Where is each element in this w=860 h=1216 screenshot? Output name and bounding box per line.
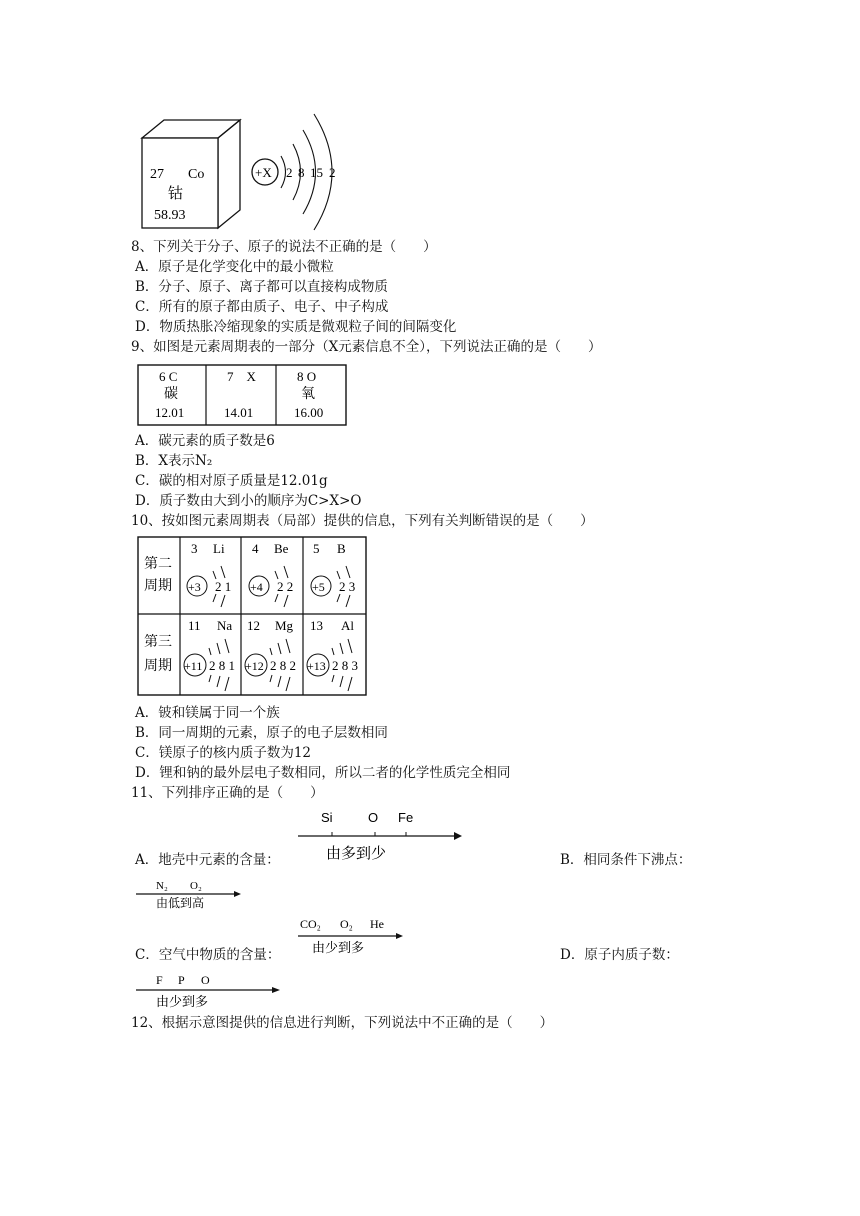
arrow-item: O — [201, 973, 210, 987]
arrow-item: F — [156, 973, 163, 987]
cell-top: 8 O — [297, 369, 317, 384]
q10-option-b: B．同一周期的元素，原子的电子层数相同 — [135, 725, 388, 741]
q8-stem: 8、下列关于分子、原子的说法不正确的是（ ） — [131, 239, 437, 255]
cell-mass: 12.01 — [155, 405, 185, 420]
arrow-caption: 由少到多 — [156, 994, 209, 1009]
element-cell-li — [187, 541, 231, 607]
arrow-head — [234, 891, 241, 897]
cell-symbol: Li — [213, 541, 225, 556]
arrow-caption: 由多到少 — [326, 846, 387, 862]
period-label: 第二 — [144, 557, 172, 572]
shell-counts: 2 8 2 — [270, 658, 296, 673]
card-side-face — [218, 120, 240, 228]
arrow-item: O — [368, 810, 379, 825]
q9-stem: 9、如图是元素周期表的一部分（X元素信息不全），下列说法正确的是（ ） — [131, 339, 602, 355]
cell-number: 12 — [247, 618, 260, 633]
cobalt-number: 27 — [150, 167, 164, 182]
arrow-item: N₂ — [156, 880, 168, 892]
shell-arc — [281, 156, 286, 188]
cobalt-figure — [138, 92, 358, 232]
shell-count: 2 — [329, 165, 336, 180]
nucleus-charge: +4 — [250, 580, 263, 594]
arrow-item: P — [178, 973, 185, 987]
q10-periodic-table — [137, 536, 369, 698]
element-cell-be — [249, 541, 293, 607]
q8-option-b: B．分子、原子、离子都可以直接构成物质 — [135, 279, 388, 295]
arrow-caption: 由低到高 — [156, 896, 205, 910]
period-label: 周期 — [144, 579, 172, 594]
cell-symbol: Na — [217, 618, 233, 633]
cell-number: 13 — [310, 618, 323, 633]
cell-top: 7 X — [227, 369, 256, 384]
arrow-item: CO₂ — [300, 917, 321, 931]
element-cell-b — [311, 541, 355, 607]
shell-counts: 2 1 — [215, 579, 232, 594]
arrow-item: Si — [321, 810, 333, 825]
q10-stem: 10、按如图元素周期表（局部）提供的信息，下列有关判断错误的是（ ） — [131, 513, 594, 529]
cell-symbol: Al — [341, 618, 354, 633]
cell-name: 碳 — [164, 387, 178, 402]
cell-mass: 14.01 — [224, 405, 254, 420]
period-label: 第三 — [144, 635, 172, 650]
cell-top: 6 C — [159, 369, 178, 384]
nucleus-charge: +3 — [188, 580, 201, 594]
cell-number: 4 — [252, 541, 259, 556]
cobalt-mass: 58.93 — [154, 208, 186, 223]
q12-stem: 12、根据示意图提供的信息进行判断，下列说法中不正确的是（ ） — [131, 1015, 554, 1031]
cell-symbol: Be — [274, 541, 289, 556]
q8-option-d: D．物质热胀冷缩现象的实质是微观粒子间的间隔变化 — [135, 319, 457, 335]
arrow-head — [272, 987, 280, 993]
element-cell-mg — [245, 618, 296, 691]
shell-counts: 2 2 — [277, 579, 294, 594]
q11-option-a-label: A．地壳中元素的含量： — [135, 852, 280, 868]
cell-number: 5 — [313, 541, 320, 556]
arrow-item: O₂ — [340, 917, 353, 931]
arrow-caption: 由少到多 — [312, 940, 365, 955]
q11-stem: 11、下列排序正确的是（ ） — [131, 785, 324, 801]
element-cell-al — [307, 618, 358, 691]
element-cell-na — [184, 618, 235, 691]
arrow-item: He — [370, 917, 384, 931]
q11-option-d-label: D．原子内质子数： — [560, 947, 679, 963]
q10-option-a: A．铍和镁属于同一个族 — [135, 705, 280, 721]
cell-symbol: B — [337, 541, 346, 556]
q10-option-d: D．锂和钠的最外层电子数相同，所以二者的化学性质完全相同 — [135, 765, 511, 781]
period-label: 周期 — [144, 659, 172, 674]
q11-b-arrow-figure — [134, 876, 246, 912]
q11-a-arrow-figure — [296, 806, 468, 868]
q9-option-d: D．质子数由大到小的顺序为C>X>O — [135, 493, 362, 509]
shell-counts: 2 8 3 — [332, 658, 358, 673]
q9-option-b: B．X表示N₂ — [135, 453, 213, 469]
q11-option-b-label: B．相同条件下沸点： — [560, 852, 692, 868]
shell-counts: 2 8 1 — [209, 658, 235, 673]
shell-count: 8 — [298, 165, 305, 180]
shell-counts: 2 3 — [339, 579, 356, 594]
nucleus-charge: +5 — [312, 580, 325, 594]
q8-option-c: C．所有的原子都由质子、电子、中子构成 — [135, 299, 389, 315]
cell-name: 氧 — [301, 387, 315, 402]
q11-d-arrow-figure — [134, 970, 286, 1010]
arrow-item: Fe — [398, 810, 414, 825]
nucleus-charge: +12 — [245, 659, 264, 673]
q9-periodic-table — [137, 364, 349, 428]
cell-symbol: Mg — [275, 618, 294, 633]
card-top-face — [142, 120, 240, 138]
cell-number: 11 — [188, 618, 201, 633]
q9-option-a: A．碳元素的质子数是6 — [135, 433, 275, 449]
shell-count: 2 — [286, 165, 293, 180]
cobalt-symbol: Co — [188, 167, 205, 182]
shell-count: 15 — [310, 165, 323, 180]
q9-option-c: C．碳的相对原子质量是12.01g — [135, 473, 328, 489]
cell-mass: 16.00 — [294, 405, 324, 420]
arrow-head — [454, 832, 462, 840]
q11-c-arrow-figure — [296, 914, 408, 956]
q10-option-c: C．镁原子的核内质子数为12 — [135, 745, 312, 761]
arrow-head — [396, 933, 403, 939]
cobalt-name: 钴 — [168, 186, 184, 202]
nucleus-charge: +X — [255, 165, 272, 180]
nucleus-charge: +11 — [184, 659, 203, 673]
arrow-item: O₂ — [190, 880, 202, 892]
q8-option-a: A．原子是化学变化中的最小微粒 — [135, 259, 334, 275]
cell-number: 3 — [191, 541, 198, 556]
q11-option-c-label: C．空气中物质的含量： — [135, 947, 281, 963]
nucleus-charge: +13 — [307, 659, 326, 673]
